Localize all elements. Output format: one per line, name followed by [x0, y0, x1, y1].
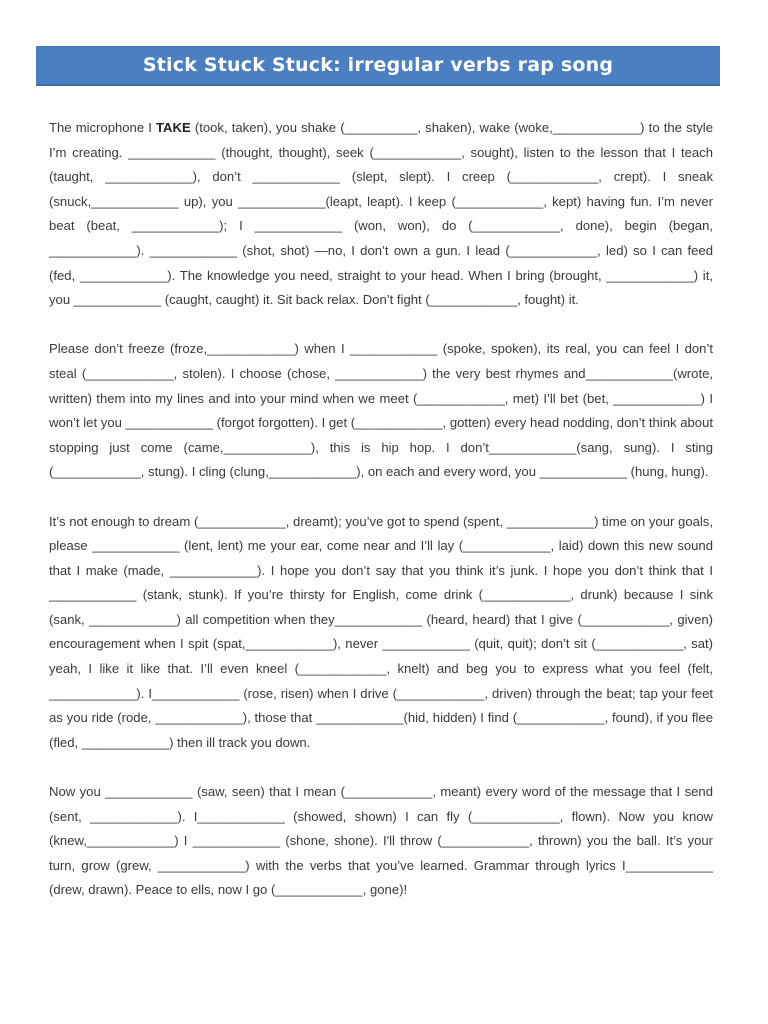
song-lyrics [49, 116, 713, 928]
verse-2-text: Please don’t freeze (froze,____________) when I ____________ (spoke, spoken), its real, you can feel I don’t steal (____________, stolen). I choose (chose, ____________) the very best rhymes and____________(wrote, written) them into my lines and into your mind when we meet (____________, met) I’ll bet (bet, ____________) I won’t let you ____________ (forgot forgotten). I get (____________, gotten) every head nodding, don’t think about stopping just come (came,____________), this is hip hop. I don’t____________(sang, sung). I sting (____________, stung). I cling (clung,____________), on each and every word, you ____________ (hung, hung). [49, 341, 713, 480]
verse-4 [49, 780, 713, 903]
verse-1-text: (took, taken), you shake (__________, shaken), wake (woke,____________) to the style I’m creating. ____________ (thought, thought), seek (____________, sought), listen to the lesson that I teach (taught, ____________), don’t ____________ (slept, slept). I creep (____________, crept). I sneak (snuck,____________ up), you ____________(leapt, leapt). I keep (____________, kept) having fun. I’m never beat (beat, ____________); I ____________ (won, won), do (____________, done), begin (began, ____________). ____________ (shot, shot) —no, I don’t own a gun. I lead (____________, led) so I can feed (fed, ____________). The knowledge you need, straight to your head. When I bring (brought, ____________) it, you ____________ (caught, caught) it. Sit back relax. Don’t fight (____________, fought) it. [49, 120, 713, 308]
page-title: Stick Stuck Stuck: irregular verbs rap song [142, 54, 614, 76]
verse-3 [49, 510, 713, 756]
title-banner [36, 46, 720, 86]
verse-4-text: Now you ____________ (saw, seen) that I mean (____________, meant) every word of the message that I send (sent, ____________). I____________ (showed, shown) I can fly (____________, flown). Now you know (knew,____________) I ____________ (shone, shone). I'll throw (____________, thrown) you the ball. It’s your turn, grow (grew, ____________) with the verbs that you’ve learned. Grammar through lyrics I____________ (drew, drawn). Peace to ells, now I go (____________, gone)! [49, 784, 713, 898]
verse-3-text: It’s not enough to dream (____________, dreamt); you’ve got to spend (spent, ____________) time on your goals, please ____________ (lent, lent) me your ear, come near and I’ll lay (____________, laid) down this new sound that I make (made, ____________). I hope you don’t say that you think it’s junk. I hope you don’t think that I ____________ (stank, stunk). If you’re thirsty for English, come drink (____________, drunk) because I sink (sank, ____________) all competition when they____________ (heard, heard) that I give (____________, given) encouragement when I spit (spat,____________), never ____________ (quit, quit); don’t sit (____________, sat) yeah, I like it like that. I’ll even kneel (____________, knelt) and beg you to express what you feel (felt, ____________). I____________ (rose, risen) when I drive (____________, driven) through the beat; tap your feet as you ride (rode, ____________), those that ____________(hid, hidden) I find (____________, found), if you flee (fled, ____________) then ill track you down. [49, 513, 713, 750]
verse-1 [49, 116, 713, 313]
verse-1-bold-verb: TAKE [156, 120, 191, 135]
verse-2 [49, 337, 713, 485]
verse-1-lead: The microphone I [49, 120, 157, 135]
